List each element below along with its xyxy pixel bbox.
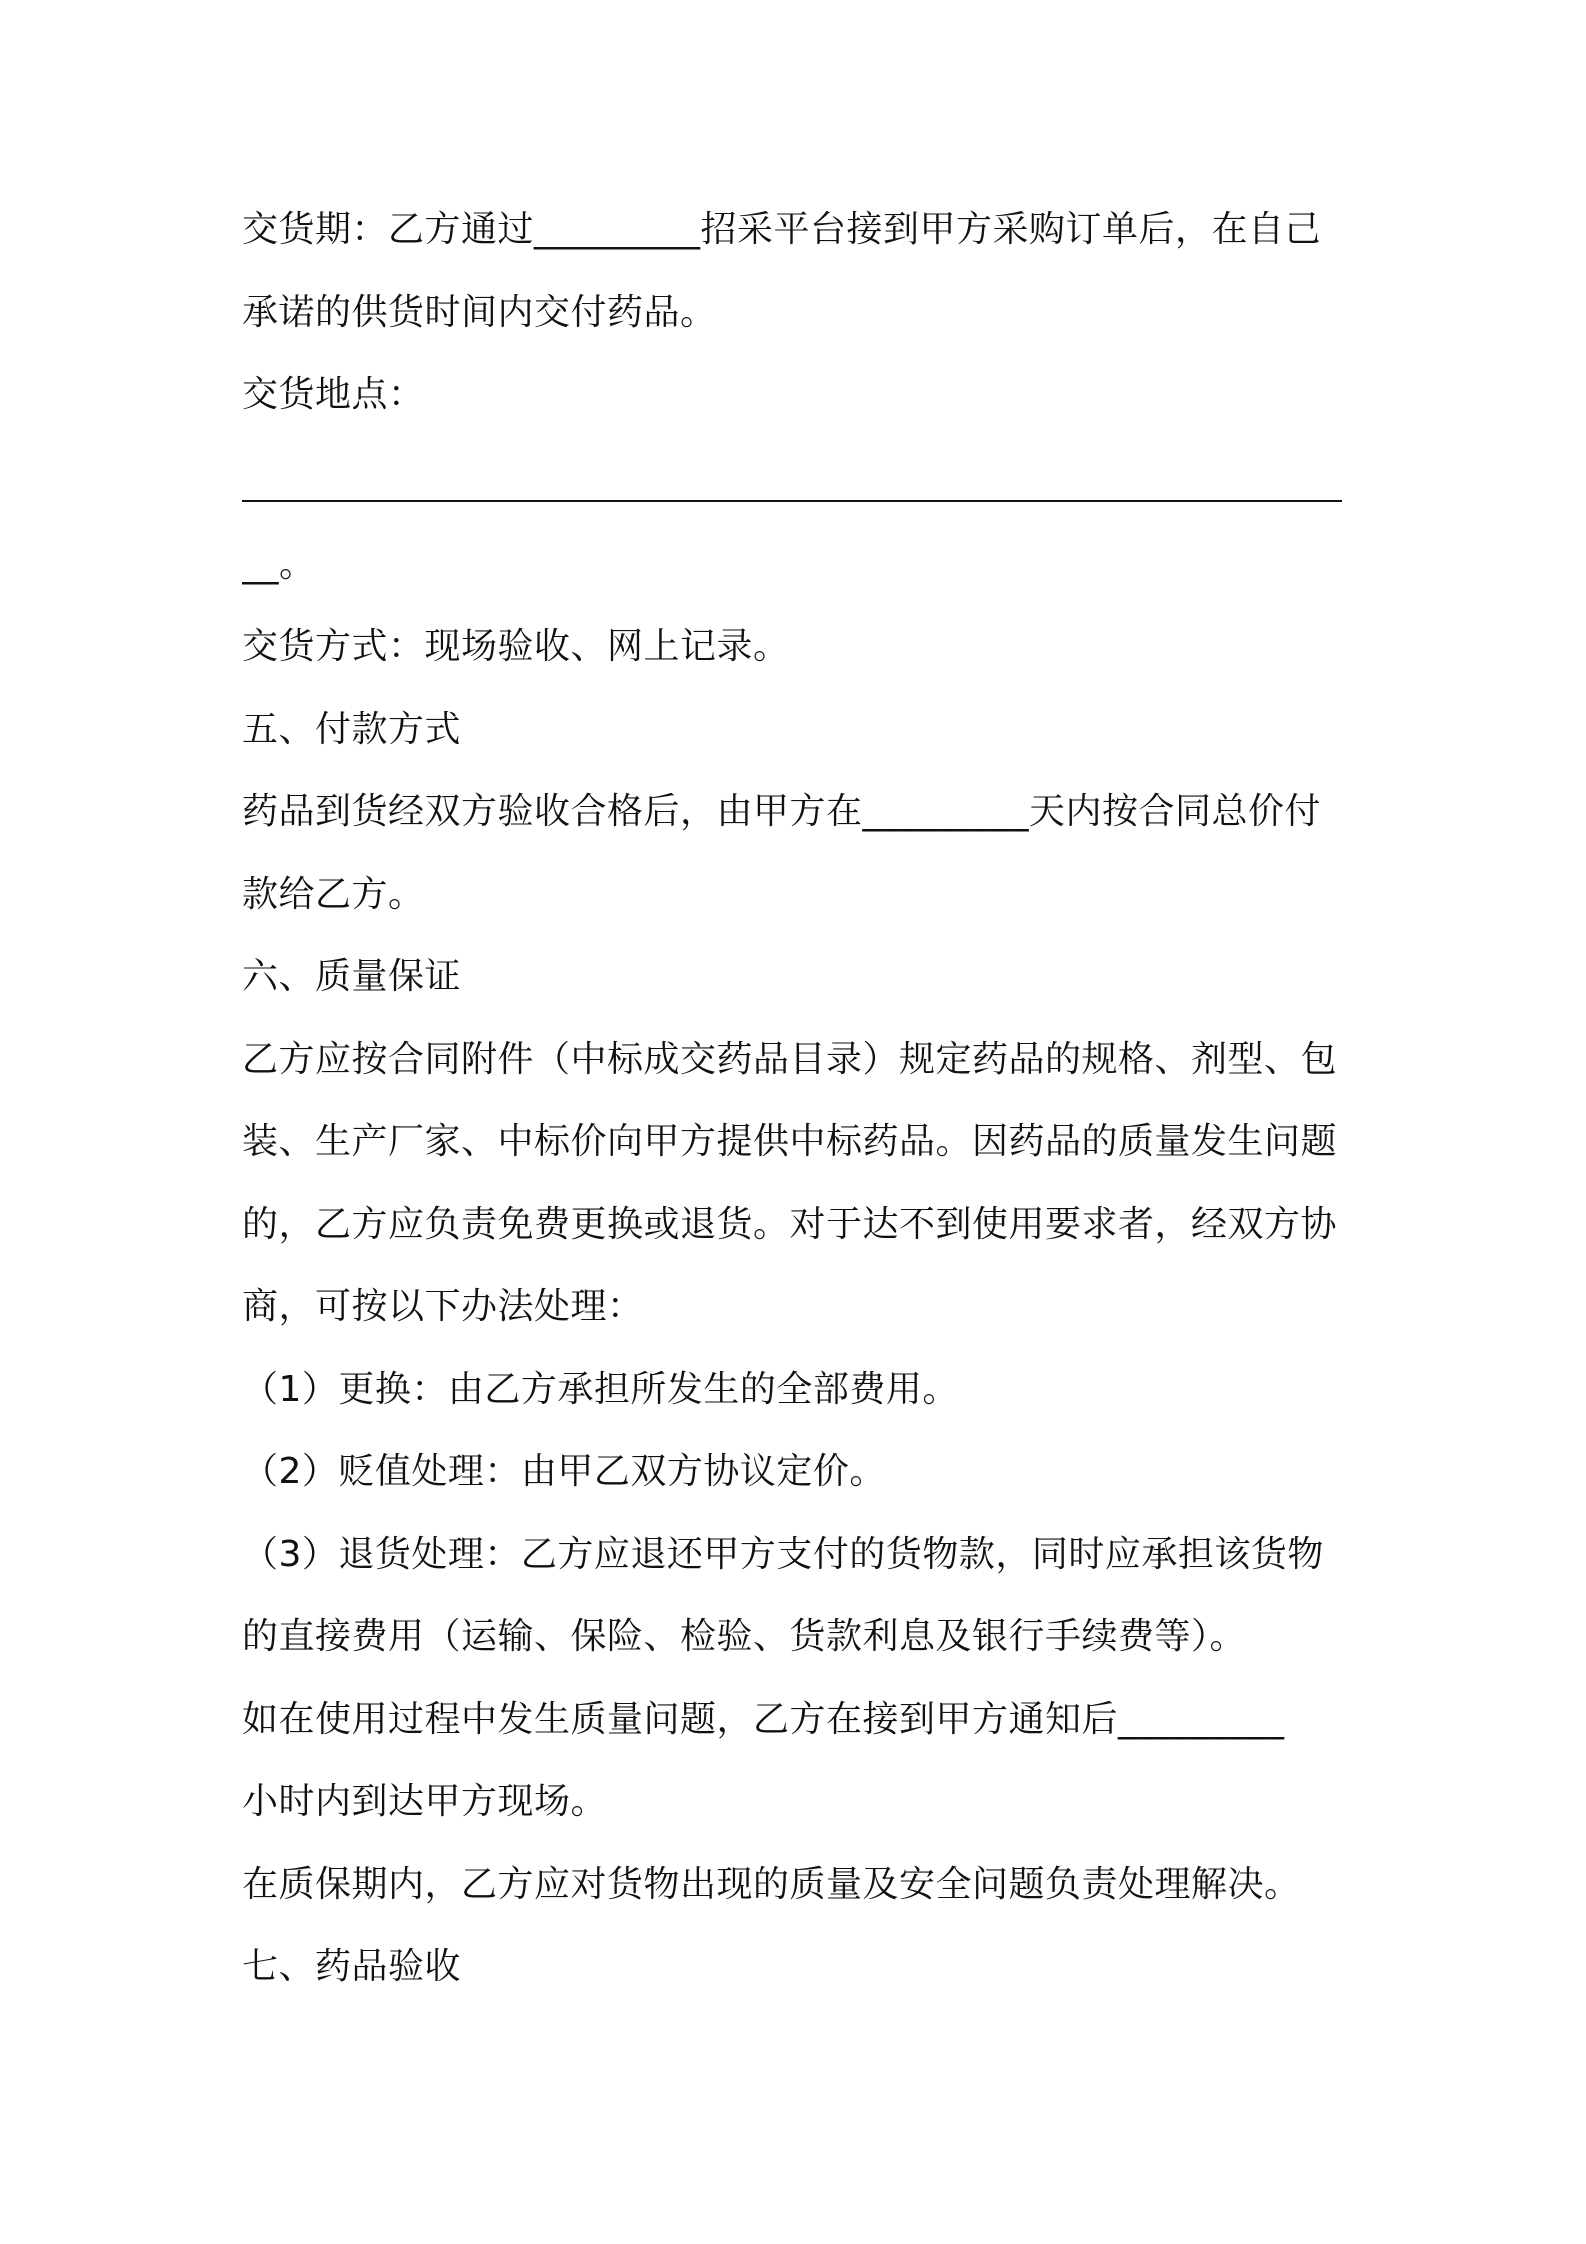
quality-line-3: 的，乙方应负责免费更换或退货。对于达不到使用要求者，经双方协 [242,1204,1338,1245]
section-7-heading: 七、药品验收 [242,1946,462,1987]
payment-line-2: 款给乙方。 [242,874,425,915]
handling-item-3-line-1: （3）退货处理：乙方应退还甲方支付的货物款，同时应承担该货物 [242,1534,1324,1575]
delivery-location-end: __。 [242,544,316,585]
delivery-location-label: 交货地点： [242,374,425,415]
handling-item-1: （1）更换：由乙方承担所发生的全部费用。 [242,1369,959,1410]
onsite-response-line-2: 小时内到达甲方现场。 [242,1781,608,1822]
quality-line-1: 乙方应按合同附件（中标成交药品目录）规定药品的规格、剂型、包 [242,1039,1338,1080]
section-6-heading: 六、质量保证 [242,956,462,997]
quality-line-2: 装、生产厂家、中标价向甲方提供中标药品。因药品的质量发生问题 [242,1121,1338,1162]
delivery-location-blank [242,500,1342,502]
handling-item-2: （2）贬值处理：由甲乙双方协议定价。 [242,1451,886,1492]
delivery-period-line-1: 交货期：乙方通过_________招采平台接到甲方采购订单后，在自己 [242,209,1322,250]
delivery-period-line-2: 承诺的供货时间内交付药品。 [242,292,717,333]
onsite-response-line-1: 如在使用过程中发生质量问题，乙方在接到甲方通知后_________ [242,1699,1285,1740]
section-5-heading: 五、付款方式 [242,709,462,750]
payment-line-1: 药品到货经双方验收合格后，由甲方在_________天内按合同总价付 [242,791,1322,832]
warranty-line: 在质保期内，乙方应对货物出现的质量及安全问题负责处理解决。 [242,1864,1301,1905]
delivery-method-line: 交货方式：现场验收、网上记录。 [242,626,790,667]
handling-item-3-line-2: 的直接费用（运输、保险、检验、货款利息及银行手续费等）。 [242,1616,1247,1657]
quality-line-4: 商，可按以下办法处理： [242,1286,644,1327]
